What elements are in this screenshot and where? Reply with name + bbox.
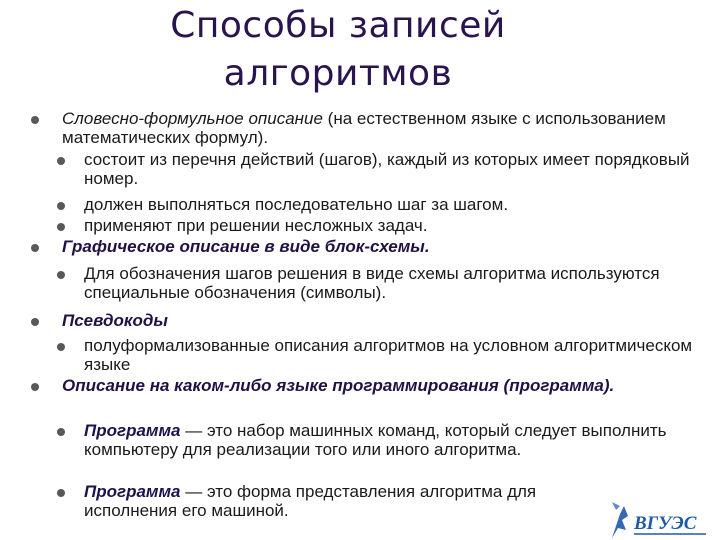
item-text: (на естественном языке с использованием математических формул). bbox=[62, 109, 666, 147]
item-lead: Словесно-формульное описание bbox=[62, 109, 323, 128]
university-logo bbox=[606, 500, 714, 540]
bullet-icon bbox=[57, 343, 65, 351]
list-item bbox=[62, 110, 692, 147]
item-text: полуформализованные описания алгоритмов на условном алгоритмическом языке bbox=[84, 336, 693, 374]
bullet-icon bbox=[31, 244, 39, 252]
title-line-1: Способы записей bbox=[170, 5, 506, 46]
item-text: Для обозначения шагов решения в виде схемы алгоритма используются специальные обозначения (символы). bbox=[84, 264, 660, 302]
bullet-icon bbox=[57, 202, 65, 210]
item-lead: Графическое описание в виде блок-схемы. bbox=[62, 237, 430, 256]
bullet-icon bbox=[57, 157, 65, 165]
list-item bbox=[84, 151, 696, 188]
list-item bbox=[84, 265, 696, 302]
item-text: должен выполняться последовательно шаг за шагом. bbox=[84, 195, 509, 214]
item-text: применяют при решении несложных задач. bbox=[84, 216, 428, 235]
list-item bbox=[84, 337, 696, 374]
item-text: — это набор машинных команд, который следует выполнить компьютеру для реализации того или иного алгоритма. bbox=[84, 421, 667, 459]
item-lead: Псевдокоды bbox=[62, 311, 168, 330]
list-item bbox=[62, 238, 692, 257]
item-text: — это форма представления алгоритма для исполнения его машиной. bbox=[84, 482, 537, 520]
bullet-icon bbox=[57, 428, 65, 436]
list-item bbox=[62, 312, 692, 331]
logo-text: ВГУЭС bbox=[634, 513, 697, 534]
bullet-icon bbox=[31, 318, 39, 326]
item-lead: Программа bbox=[84, 421, 181, 440]
list-item bbox=[62, 377, 692, 396]
list-item bbox=[84, 217, 696, 236]
bullet-icon bbox=[31, 116, 39, 124]
list-item bbox=[84, 422, 696, 459]
bullet-icon bbox=[31, 383, 39, 391]
list-item bbox=[84, 196, 696, 215]
item-text: состоит из перечня действий (шагов), каждый из которых имеет порядковый номер. bbox=[84, 150, 690, 188]
bullet-icon bbox=[57, 271, 65, 279]
item-lead: Программа bbox=[84, 482, 181, 501]
bullet-icon bbox=[57, 223, 65, 231]
bullet-icon bbox=[57, 489, 65, 497]
title-line-2: алгоритмов bbox=[223, 53, 453, 94]
item-lead: Описание на каком-либо языке программирования (программа). bbox=[62, 376, 615, 395]
list-item bbox=[84, 483, 624, 520]
